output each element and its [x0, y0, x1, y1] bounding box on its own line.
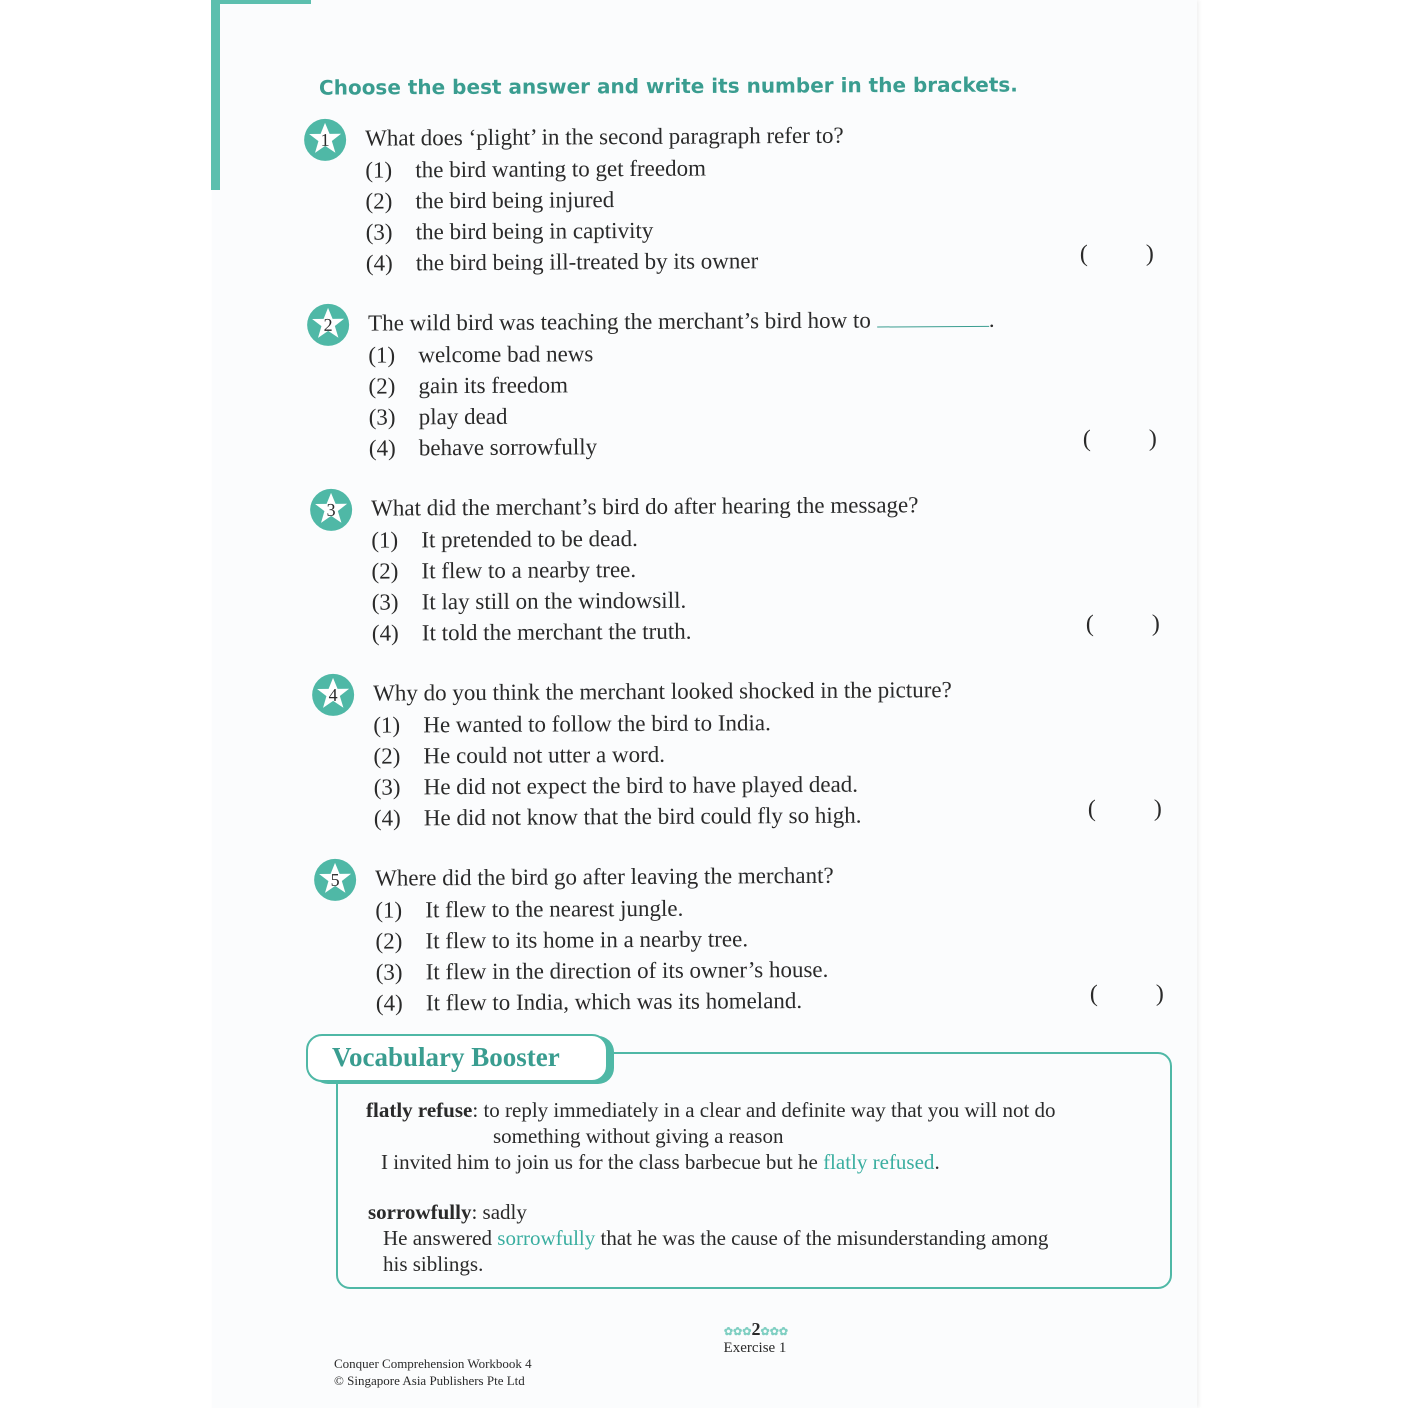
option: (1) welcome bad news — [368, 341, 594, 368]
question-2 — [306, 298, 1177, 473]
option: (4) It told the merchant the truth. — [371, 618, 692, 646]
question-text: What does ‘plight’ in the second paragraph refer to? — [365, 122, 844, 151]
answer-brackets[interactable]: ( ) — [1087, 795, 1162, 823]
option: (2) He could not utter a word. — [373, 741, 666, 769]
page-number: ✿✿✿2✿✿✿ — [723, 1319, 789, 1339]
option: (1) It flew to the nearest jungle. — [375, 895, 684, 923]
vocab-example: I invited him to join us for the class barbecue but he flatly refused. — [381, 1150, 940, 1174]
option: (3) It lay still on the windowsill. — [371, 587, 687, 615]
option: (3) the bird being in captivity — [365, 217, 654, 245]
star-badge-icon — [306, 303, 350, 347]
book-title: Conquer Comprehension Workbook 4 — [334, 1356, 532, 1371]
svg-text:3: 3 — [326, 499, 336, 520]
copyright: © Singapore Asia Publishers Pte Ltd — [334, 1373, 525, 1388]
option: (3) He did not expect the bird to have played dead. — [373, 771, 859, 800]
left-accent-bar — [211, 0, 220, 190]
vocab-highlight: sorrowfully — [497, 1226, 596, 1250]
instruction-heading: Choose the best answer and write its number in the brackets. — [318, 72, 1018, 100]
star-badge-icon — [303, 118, 347, 162]
vocab-example-cont: his siblings. — [383, 1252, 484, 1276]
answer-blank — [877, 312, 989, 328]
vocab-term: flatly refuse — [366, 1098, 473, 1122]
option: (2) gain its freedom — [368, 372, 569, 399]
vocab-term: sorrowfully — [368, 1200, 472, 1224]
star-badge-icon — [309, 488, 353, 532]
option: (2) It flew to a nearby tree. — [371, 557, 637, 584]
question-text: What did the merchant’s bird do after hearing the message? — [371, 492, 919, 521]
option: (4) behave sorrowfully — [368, 434, 598, 461]
vocab-example: He answered sorrowfully that he was the cause of the misunderstanding among — [383, 1226, 1049, 1250]
flower-icon: ✿✿✿ — [723, 1326, 752, 1338]
top-accent-bar — [211, 0, 311, 4]
question-3 — [309, 483, 1180, 658]
option: (4) the bird being ill-treated by its owner — [365, 248, 759, 276]
exercise-label: Exercise 1 — [723, 1340, 787, 1356]
svg-text:2: 2 — [323, 314, 333, 335]
option: (4) It flew to India, which was its homeland. — [375, 988, 803, 1016]
answer-brackets[interactable]: ( ) — [1082, 425, 1157, 453]
question-text: Where did the bird go after leaving the merchant? — [375, 862, 834, 891]
svg-text:4: 4 — [328, 684, 338, 705]
option: (1) the bird wanting to get freedom — [365, 155, 707, 183]
vocab-definition: sadly — [482, 1200, 527, 1224]
vocab-highlight: flatly refused — [823, 1150, 935, 1174]
vocab-entry-2: sorrowfully: sadly — [368, 1200, 527, 1224]
option: (4) He did not know that the bird could fly so high. — [373, 802, 862, 831]
vocab-entry-1: flatly refuse: to reply immediately in a clear and definite way that you will not do — [366, 1098, 1056, 1122]
vocab-definition: to reply immediately in a clear and definite way that you will not do — [483, 1098, 1056, 1122]
answer-brackets[interactable]: ( ) — [1085, 610, 1160, 638]
question-5 — [313, 853, 1184, 1028]
option: (2) the bird being injured — [365, 187, 615, 214]
star-badge-icon — [311, 673, 355, 717]
option: (3) play dead — [368, 403, 508, 430]
flower-icon: ✿✿✿ — [760, 1326, 789, 1338]
option: (1) It pretended to be dead. — [371, 525, 638, 553]
answer-brackets[interactable]: ( ) — [1079, 240, 1154, 268]
option: (2) It flew to its home in a nearby tree. — [375, 926, 749, 954]
svg-text:5: 5 — [330, 869, 340, 890]
star-badge-icon — [313, 858, 357, 902]
option: (3) It flew in the direction of its owner’s house. — [375, 956, 829, 985]
vocabulary-title: Vocabulary Booster — [332, 1042, 560, 1072]
svg-text:1: 1 — [320, 129, 330, 150]
question-4 — [311, 668, 1182, 843]
question-text: The wild bird was teaching the merchant’s bird how to . — [368, 306, 995, 336]
option: (1) He wanted to follow the bird to India. — [373, 710, 771, 738]
question-1 — [303, 113, 1174, 288]
answer-brackets[interactable]: ( ) — [1089, 980, 1164, 1008]
question-text: Why do you think the merchant looked shocked in the picture? — [373, 677, 952, 706]
vocab-definition-cont: something without giving a reason — [493, 1124, 784, 1148]
